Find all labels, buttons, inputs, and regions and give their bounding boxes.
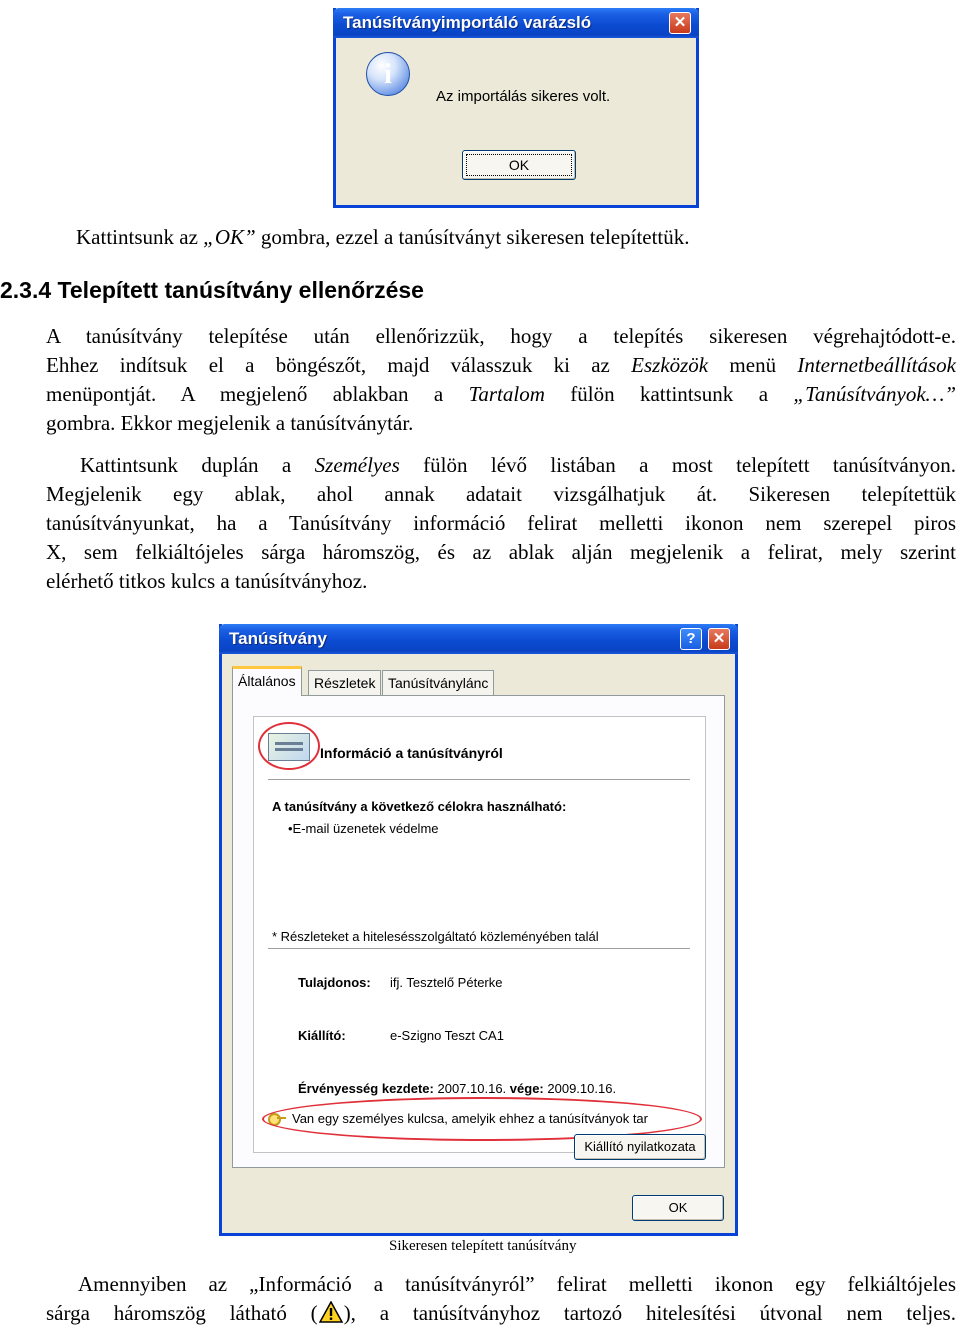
dialog-title: Tanúsítványimportáló varázsló [343, 13, 592, 32]
tab-name: Tartalom [468, 382, 545, 406]
text-fragment: Kattintsunk az [76, 225, 204, 249]
menu-name: Eszközök [631, 353, 709, 377]
issuer-label: Kiállító: [298, 1028, 346, 1043]
button-name: „Tanúsítványok…” [793, 382, 956, 406]
help-button[interactable]: ? [680, 628, 702, 650]
text-fragment: fülön lévő listában a most telepített tanúsítványon. [399, 453, 956, 477]
text-fragment: Kattintsunk duplán a [80, 453, 315, 477]
certificate-dialog [219, 624, 738, 1236]
dialog-title-bar [219, 624, 738, 654]
warning-triangle-icon [319, 1301, 343, 1323]
owner-label: Tulajdonos: [298, 975, 371, 990]
text-fragment: menüpontját. A megjelenő ablakban a [46, 382, 469, 406]
tab-certification-path[interactable]: Tanúsítványlánc [382, 670, 494, 696]
purpose-heading: A tanúsítvány a következő célokra használható: [272, 799, 567, 814]
note-text: * Részleteket a hitelesésszolgáltató közleményében talál [272, 929, 599, 944]
divider [268, 779, 690, 780]
paragraph3-line5: elérhető titkos kulcs a tanúsítványhoz. [46, 569, 368, 593]
validity-label: Érvényesség kezdete: [298, 1081, 434, 1096]
purpose-item: •E-mail üzenetek védelme [288, 821, 439, 836]
menu-item-name: Internetbeállítások [797, 353, 956, 377]
paragraph3-line4: X, sem felkiáltójeles sárga háromszög, és az ablak alján megjelenik a felirat, mely szerint [46, 540, 956, 564]
import-success-dialog [333, 8, 699, 208]
tab-name: Személyes [314, 453, 400, 477]
text-fragment: Ehhez indítsuk el a böngészőt, majd válasszuk ki az [46, 353, 632, 377]
validity-to-label: vége: [509, 1081, 544, 1096]
figure-caption: Sikeresen telepített tanúsítvány [389, 1238, 577, 1254]
section-heading: 2.3.4 Telepített tanúsítvány ellenőrzése [0, 277, 424, 303]
private-key-text: Van egy személyes kulcsa, amelyik ehhez a tanúsítványok tar [292, 1111, 648, 1126]
text-fragment: ), a tanúsítványhoz tartozó hitelesítési útvonal nem teljes. [343, 1301, 956, 1325]
highlight-ellipse [258, 722, 320, 770]
issuer-statement-button[interactable]: Kiállító nyilatkozata [574, 1134, 706, 1160]
dialog-title-bar [333, 8, 699, 38]
close-button[interactable]: ✕ [669, 12, 691, 34]
tab-general[interactable]: Általános [232, 666, 302, 696]
paragraph3-line3: tanúsítványunkat, ha a Tanúsítvány információ felirat melletti ikonon nem szerepel piros [46, 511, 956, 535]
ok-button[interactable]: OK [462, 150, 576, 180]
info-icon: i [366, 52, 410, 96]
certificate-info-area [253, 716, 706, 1153]
paragraph-ok [76, 223, 690, 252]
paragraph2-line1: A tanúsítvány telepítése után ellenőrizzük, hogy a telepítés sikeresen végrehajtódott-e. [46, 324, 956, 348]
divider [268, 948, 690, 949]
dialog-title: Tanúsítvány [229, 629, 327, 648]
tab-details[interactable]: Részletek [308, 670, 381, 696]
validity-to: 2009.10.16. [547, 1081, 617, 1096]
ok-emphasis: „OK” [203, 225, 256, 249]
paragraph3-line2: Megjelenik egy ablak, ahol annak adatait vizsgálhatjuk át. Sikeresen telepítettük [46, 482, 956, 506]
paragraph2-line2 [46, 351, 956, 380]
ok-button[interactable]: OK [632, 1195, 724, 1221]
paragraph4-line2 [46, 1299, 956, 1328]
owner-value: ifj. Tesztelő Péterke [390, 975, 503, 990]
text-fragment: fülön kattintsunk a [544, 382, 794, 406]
paragraph2-line3 [46, 380, 956, 409]
text-fragment: sárga háromszög látható ( [46, 1301, 318, 1325]
paragraph2-line4: gombra. Ekkor megjelenik a tanúsítványtár. [46, 411, 414, 435]
text-fragment: gombra, ezzel a tanúsítványt sikeresen telepítettük. [255, 225, 690, 249]
text-fragment: menü [708, 353, 798, 377]
info-title: Információ a tanúsítványról [320, 745, 503, 761]
paragraph4-line1: Amennyiben az „Információ a tanúsítványról” felirat melletti ikonon egy felkiáltójeles [78, 1272, 956, 1296]
issuer-value: e-Szigno Teszt CA1 [390, 1028, 504, 1043]
close-button[interactable]: ✕ [708, 628, 730, 650]
paragraph3-line1 [80, 451, 956, 480]
validity-row [298, 1081, 616, 1096]
tab-panel [232, 695, 725, 1168]
dialog-message: Az importálás sikeres volt. [436, 88, 611, 105]
validity-from: 2007.10.16. [437, 1081, 507, 1096]
